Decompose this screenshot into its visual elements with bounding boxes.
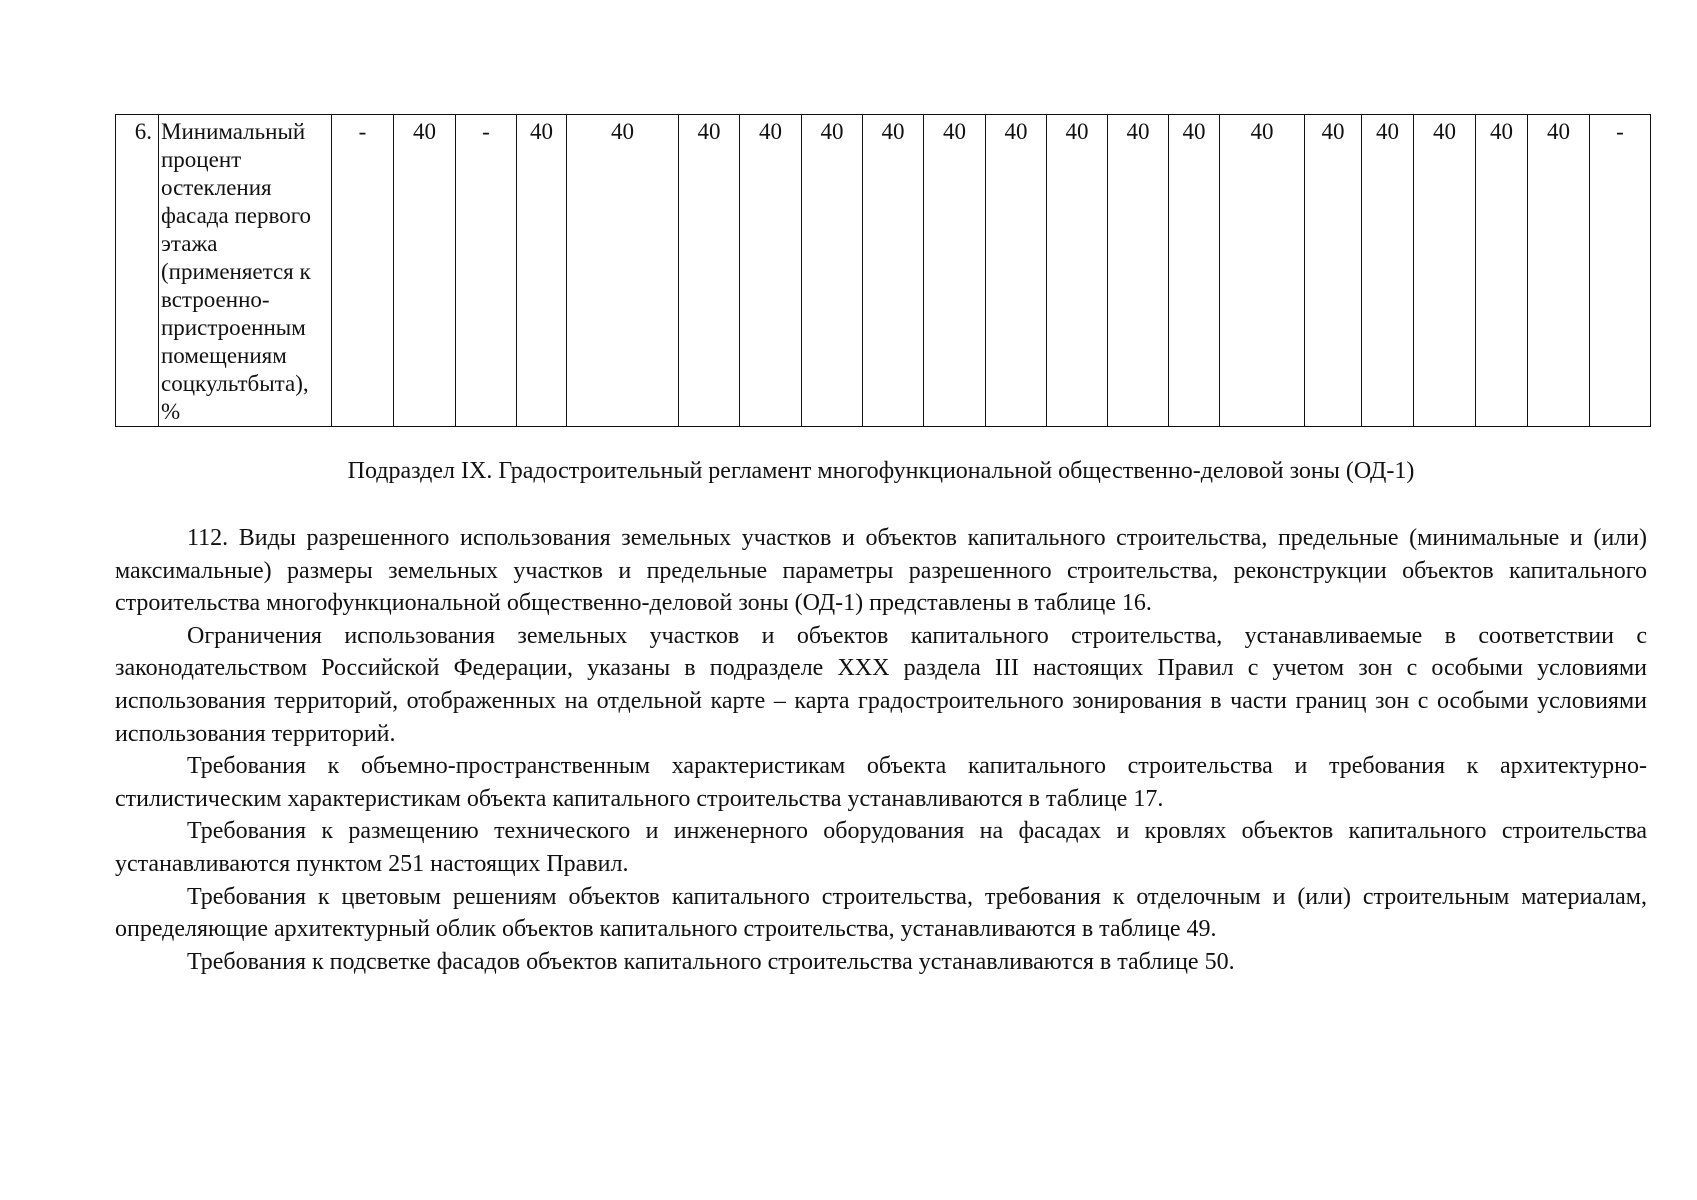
value-cell: 40 — [1476, 115, 1528, 427]
value-cell: 40 — [1305, 115, 1362, 427]
value-cell: 40 — [802, 115, 863, 427]
value-cell: 40 — [863, 115, 924, 427]
value-cell: 40 — [517, 115, 567, 427]
value-cell: 40 — [1528, 115, 1590, 427]
value-cell: - — [332, 115, 394, 427]
paragraph: Требования к объемно-пространственным характеристикам объекта капитального строительства и требования к архитектурно-стилистическим характеристикам объекта капитального строительства устанавливаются в таблице 17. — [115, 753, 1647, 812]
paragraph: Требования к размещению технического и инженерного оборудования на фасадах и кровлях объектов капитального строительства устанавливаются пунктом 251 настоящих Правил. — [115, 818, 1647, 877]
value-cell: 40 — [924, 115, 986, 427]
value-cell: 40 — [1047, 115, 1108, 427]
paragraph: Ограничения использования земельных участков и объектов капитального строительства, устанавливаемые в соответствии с законодательством Российской Федерации, указаны в подразделе XXX раздела III настоящих Правил с учетом зон с особыми условиями использования территорий, отображенных на отдельной карте – карта градостроительного зонирования в части границ зон с особыми условиями использования территорий. — [115, 622, 1647, 747]
value-cell: 40 — [986, 115, 1047, 427]
value-cell: 40 — [394, 115, 456, 427]
value-cell: 40 — [679, 115, 740, 427]
paragraph: Требования к подсветке фасадов объектов капитального строительства устанавливаются в таблице 50. — [187, 948, 1235, 975]
row-number-cell: 6. — [116, 115, 159, 427]
value-cell: - — [1590, 115, 1651, 427]
subsection-heading: Подраздел IX. Градостроительный регламент многофункциональной общественно-деловой зоны (ОД-1) — [347, 458, 1415, 484]
table-row — [116, 115, 1651, 427]
value-cell: 40 — [1220, 115, 1305, 427]
parameters-table — [115, 114, 1651, 427]
paragraph: 112. Виды разрешенного использования земельных участков и объектов капитального строительства, предельные (минимальные и (или) максимальные) размеры земельных участков и предельные параметры разрешенного строительства, реконструкции объектов капитального строительства многофункциональной общественно-деловой зоны (ОД-1) представлены в таблице 16. — [115, 525, 1647, 617]
paragraph: Требования к цветовым решениям объектов капитального строительства, требования к отделочным и (или) строительным материалам, определяющие архитектурный облик объектов капитального строительства, устанавливаются в таблице 49. — [115, 883, 1647, 943]
value-cell: 40 — [1108, 115, 1169, 427]
body-text — [115, 522, 1647, 978]
value-cell: 40 — [1414, 115, 1476, 427]
value-cell: 40 — [567, 115, 679, 427]
value-cell: - — [456, 115, 517, 427]
value-cell: 40 — [740, 115, 802, 427]
row-label-cell: Минимальный процент остекления фасада первого этажа (применяется к встроенно-пристроенным помещениям соцкультбыта), % — [159, 115, 332, 427]
value-cell: 40 — [1169, 115, 1220, 427]
value-cell: 40 — [1362, 115, 1414, 427]
